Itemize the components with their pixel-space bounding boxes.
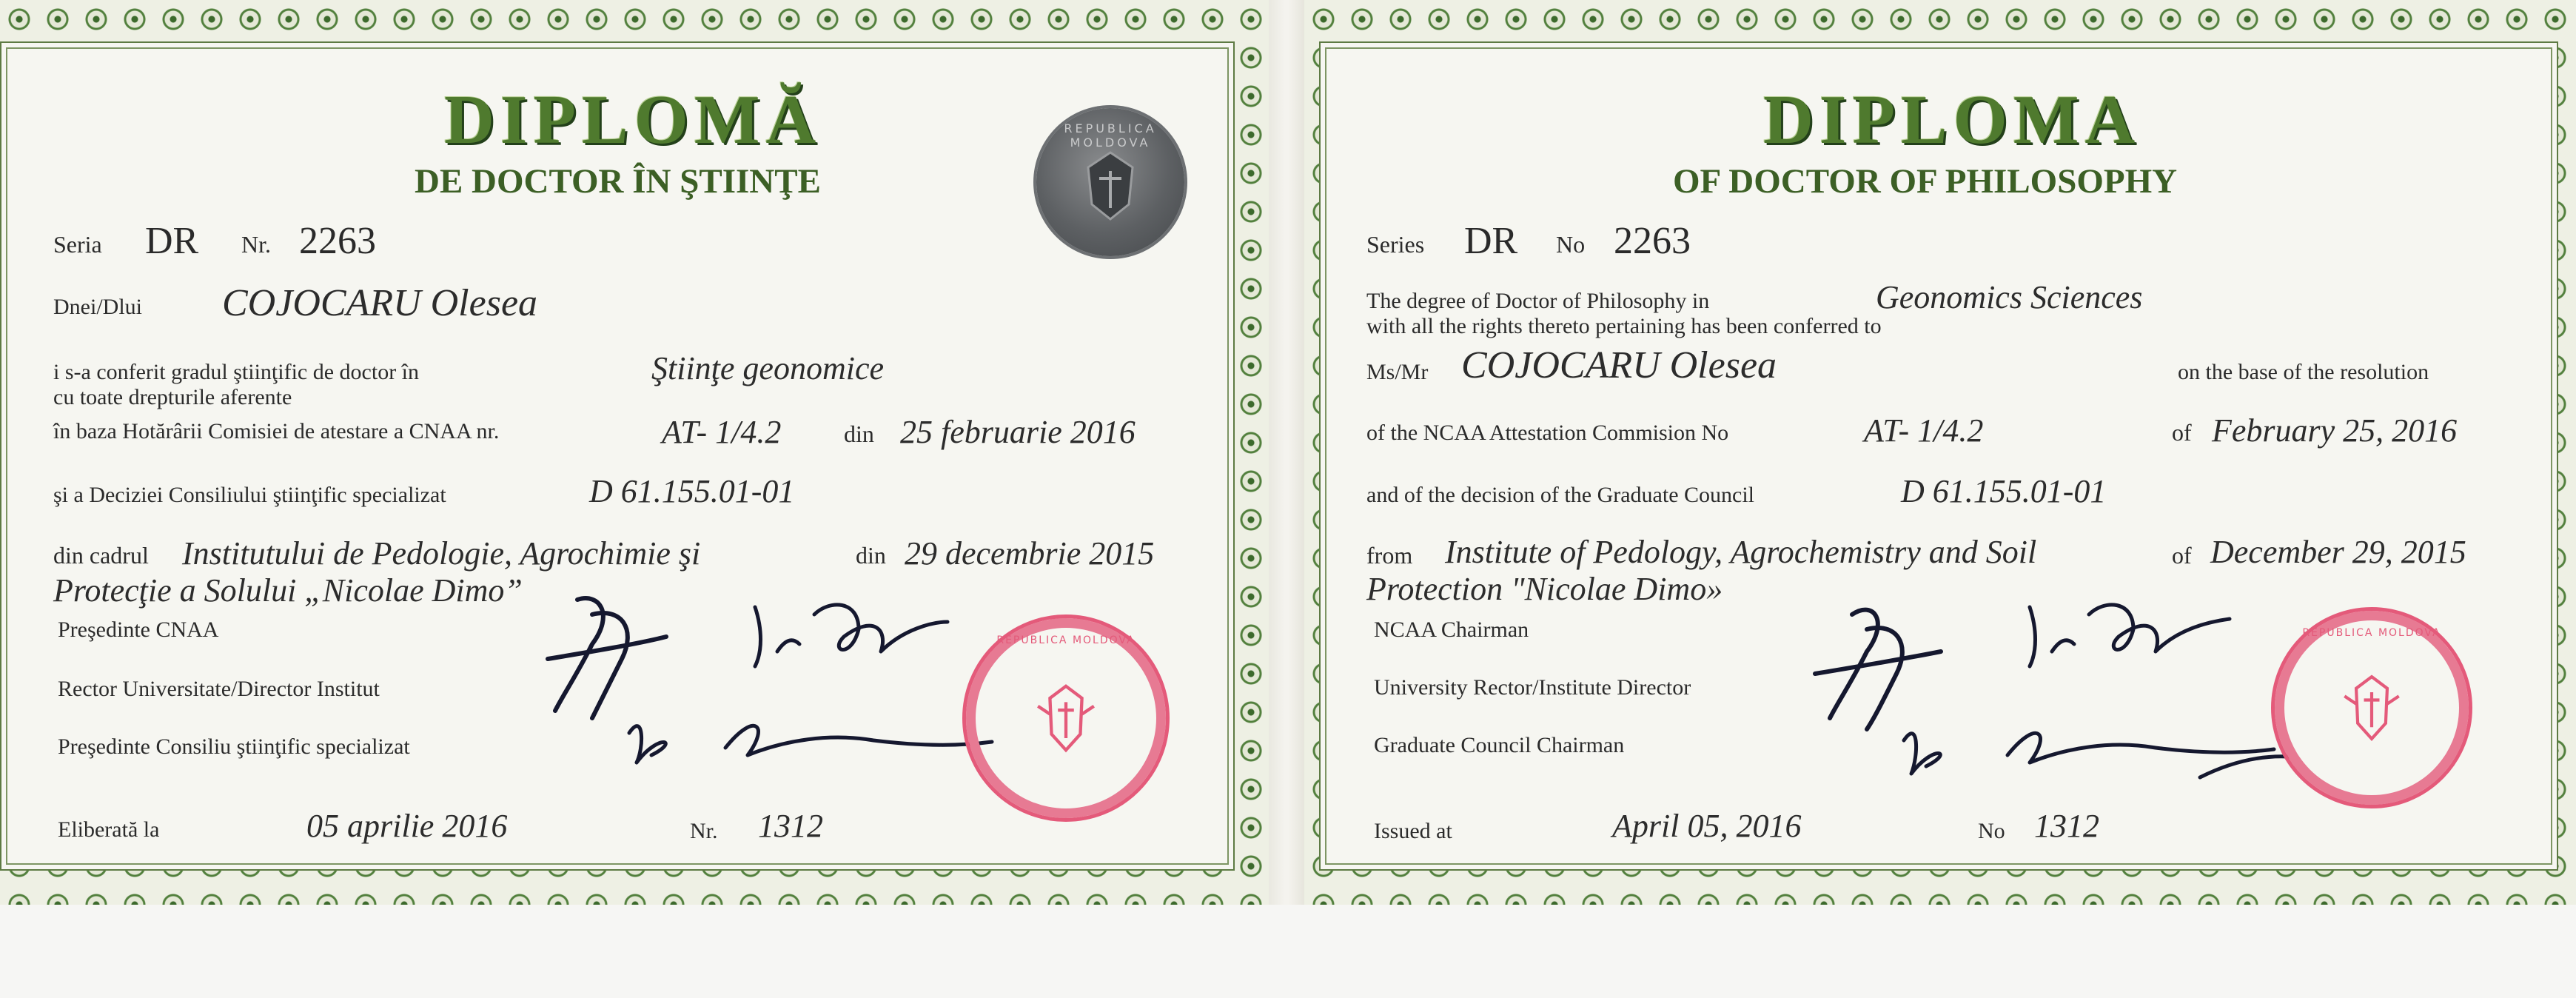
basis-label: on the base of the resolution: [2178, 360, 2429, 384]
resolution-date-label: din: [844, 421, 874, 447]
institution-line-2: Protection "Nicolae Dimo»: [1366, 571, 1723, 607]
diploma-subtitle: DE DOCTOR ÎN ŞTIINŢE: [415, 162, 821, 201]
institution-date: December 29, 2015: [2210, 534, 2466, 570]
state-emblem-seal: [1036, 108, 1184, 256]
council-code: D 61.155.01-01: [1901, 473, 2107, 509]
coat-of-arms-icon: [1036, 108, 1184, 256]
rector-label: Rector Universitate/Director Institut: [58, 677, 380, 701]
diploma-title: DIPLOMĂ: [444, 81, 822, 158]
degree-line-2: cu toate drepturile aferente: [53, 385, 292, 409]
resolution-date-label: of: [2172, 419, 2192, 446]
stamp-text: REPUBLICA MOLDOVA: [996, 634, 1136, 646]
field-of-science: Geonomics Sciences: [1876, 279, 2143, 315]
resolution-date: 25 februarie 2016: [900, 414, 1136, 450]
institution-line-1: Institute of Pedology, Agrochemistry and Soil: [1445, 534, 2037, 570]
resolution-number: AT- 1/4.2: [1864, 412, 1984, 449]
stamp-text: REPUBLICA MOLDOVA: [2302, 627, 2441, 639]
institution-date-label: of: [2172, 542, 2192, 569]
resolution-date: February 25, 2016: [2212, 412, 2458, 449]
diploma-title: DIPLOMA: [1763, 81, 2141, 158]
diploma-english: [1304, 0, 2576, 905]
institution-label: din cadrul: [53, 542, 149, 569]
eagle-emblem-icon: [2333, 669, 2411, 747]
institution-date: 29 decembrie 2015: [905, 535, 1155, 572]
council-label: şi a Deciziei Consiliului ştiinţific specializat: [53, 483, 446, 507]
series-value: DR: [1464, 220, 1518, 262]
field-of-science: Ştiinţe geonomice: [651, 350, 885, 386]
council-code: D 61.155.01-01: [589, 473, 795, 509]
number-value: 2263: [299, 220, 376, 262]
issued-number: 1312: [2034, 808, 2099, 844]
resolution-number: AT- 1/4.2: [662, 414, 782, 450]
official-stamp: [962, 614, 1170, 822]
scan-background: [0, 905, 2576, 998]
issued-label: Issued at: [1374, 819, 1452, 843]
institution-line-2: Protecţie a Solului „Nicolae Dimo”: [53, 572, 523, 609]
eagle-emblem-icon: [1026, 678, 1106, 758]
degree-line-2: with all the rights thereto pertaining has been conferred to: [1366, 314, 1882, 338]
holder-name: COJOCARU Olesea: [222, 282, 538, 324]
issued-date: April 05, 2016: [1612, 808, 1802, 844]
series-label: Series: [1366, 231, 1425, 258]
council-chairman-label: Graduate Council Chairman: [1374, 733, 1625, 757]
holder-name: COJOCARU Olesea: [1461, 344, 1777, 386]
resolution-label: în baza Hotărârii Comisiei de atestare a CNAA nr.: [53, 419, 500, 443]
holder-label: Dnei/Dlui: [53, 295, 142, 319]
number-label: Nr.: [241, 231, 271, 258]
degree-line-1: The degree of Doctor of Philosophy in: [1366, 289, 1710, 313]
rector-label: University Rector/Institute Director: [1374, 675, 1691, 700]
holder-label: Ms/Mr: [1366, 360, 1429, 384]
issued-number: 1312: [758, 808, 823, 844]
cnaa-chairman-label: Preşedinte CNAA: [58, 617, 219, 642]
degree-line-1: i s-a conferit gradul ştiinţific de doctor în: [53, 360, 420, 384]
issued-number-label: Nr.: [690, 819, 718, 843]
diploma-subtitle: OF DOCTOR OF PHILOSOPHY: [1673, 162, 2178, 201]
ncaa-chairman-label: NCAA Chairman: [1374, 617, 1529, 642]
emblem-text: REPUBLICA MOLDOVA: [1064, 121, 1157, 150]
issued-number-label: No: [1978, 819, 2005, 843]
number-value: 2263: [1614, 220, 1691, 262]
institution-line-1: Institutului de Pedologie, Agrochimie şi: [182, 535, 701, 572]
center-fold: [1269, 0, 1304, 905]
issued-date: 05 aprilie 2016: [306, 808, 508, 844]
institution-label: from: [1366, 542, 1413, 569]
institution-date-label: din: [856, 542, 886, 569]
council-label: and of the decision of the Graduate Council: [1366, 483, 1755, 507]
resolution-label: of the NCAA Attestation Commision No: [1366, 421, 1729, 445]
council-chairman-label: Preşedinte Consiliu ştiinţific specializat: [58, 734, 410, 759]
official-stamp: [2271, 607, 2472, 808]
series-value: DR: [145, 220, 199, 262]
series-label: Seria: [53, 231, 102, 258]
number-label: No: [1556, 231, 1586, 258]
diploma-romanian: [0, 0, 1269, 905]
issued-label: Eliberată la: [58, 817, 160, 842]
